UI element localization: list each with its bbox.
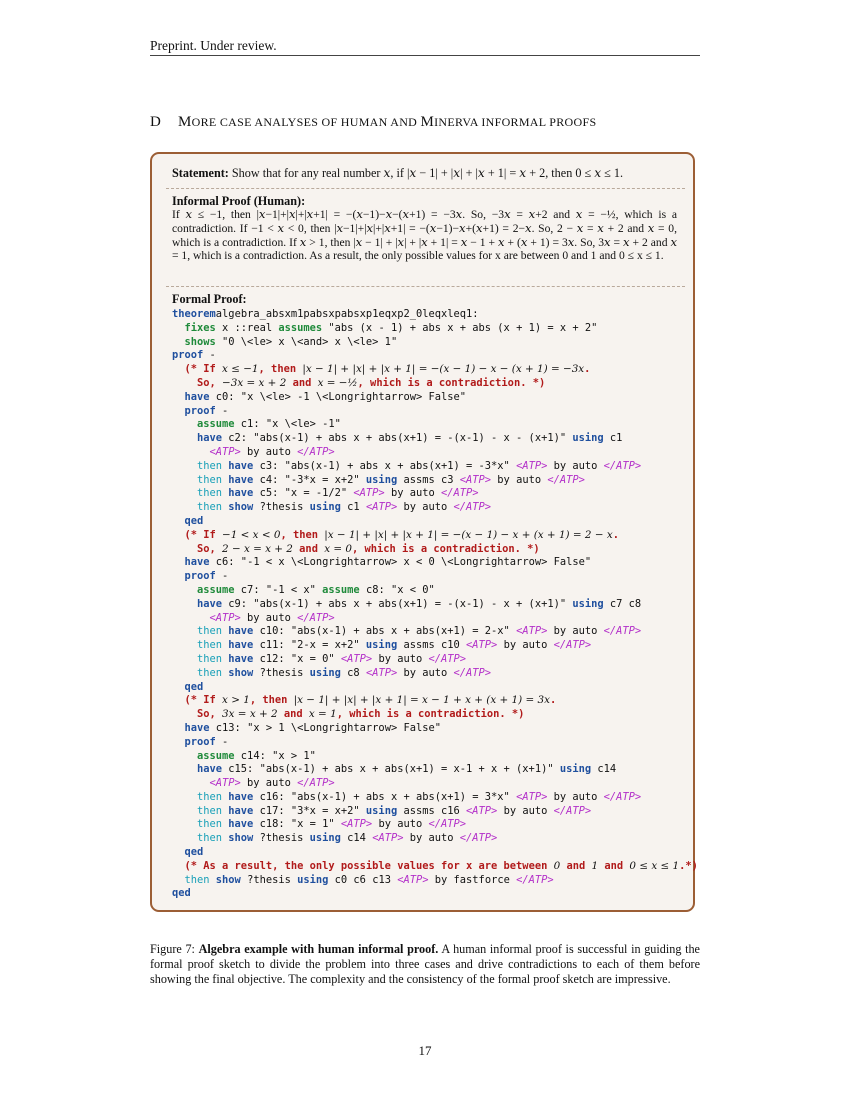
code-token: <ATP>	[209, 611, 241, 624]
code-token: proof	[184, 570, 216, 583]
code-token: assume	[197, 418, 235, 431]
code-token: (* If	[184, 694, 223, 707]
code-token: c18: "x = 1"	[253, 818, 341, 831]
code-token: c13: "x > 1 \<Longrightarrow> False"	[209, 721, 441, 734]
code-token: show	[228, 501, 254, 514]
code-token: c3: "abs(x-1) + abs x + abs(x+1) = -3*x"	[253, 459, 517, 472]
code-token: assms c16	[397, 804, 467, 817]
code-token: then	[197, 832, 229, 845]
code-token: using	[365, 804, 398, 817]
running-header: Preprint. Under review.	[150, 38, 277, 53]
code-token: x ::real	[215, 321, 279, 334]
code-token: by fastforce	[428, 873, 517, 886]
code-line	[172, 777, 702, 791]
code-token: using	[309, 501, 341, 514]
code-line	[172, 708, 702, 722]
code-token: x = 0	[324, 542, 352, 555]
code-token: x = −½	[317, 376, 358, 389]
caption-label: Figure 7:	[150, 942, 199, 956]
code-token: c1: "x \<le> -1"	[234, 418, 341, 431]
code-token: c5: "x = -1/2"	[253, 487, 354, 500]
code-token: </ATP>	[603, 790, 642, 803]
code-token: , which is a contradiction. *)	[357, 376, 546, 389]
code-token: 2 − x = x + 2	[222, 542, 293, 555]
code-token: have	[228, 639, 254, 652]
code-token: qed	[184, 846, 204, 859]
code-line	[172, 501, 702, 515]
code-token: "0 \<le> x \<and> x \<le> 1"	[215, 335, 398, 348]
code-token: -	[215, 735, 229, 748]
code-line	[172, 598, 702, 612]
code-line	[172, 722, 702, 736]
code-token: x ≤ −1	[222, 363, 259, 376]
code-token: c8: "x < 0"	[359, 583, 435, 596]
code-token: −3x = x + 2	[222, 376, 287, 389]
code-token: by auto	[372, 818, 429, 831]
code-token: </ATP>	[297, 445, 335, 458]
code-token: c8	[340, 666, 366, 679]
code-token: x = 1	[308, 708, 337, 721]
code-token: by auto	[372, 652, 429, 665]
code-token: c16: "abs(x-1) + abs x + abs(x+1) = 3*x"	[253, 790, 517, 803]
section-title	[150, 114, 710, 131]
section-title-part-4: INERVA INFORMAL PROOFS	[434, 115, 597, 129]
code-token: then	[197, 459, 229, 472]
code-token: proof	[184, 735, 216, 748]
code-token: <ATP>	[372, 832, 404, 845]
code-token: then	[184, 873, 216, 886]
section-title-part-1: M	[178, 114, 192, 130]
code-token: assumes	[278, 321, 323, 334]
code-token: <ATP>	[516, 459, 548, 472]
code-token: c7: "-1 < x"	[234, 583, 323, 596]
section-title-part-2: ORE CASE ANALYSES OF HUMAN AND	[191, 115, 421, 129]
code-token: |x − 1| + |x| + |x + 1| = x − 1 + x + (x + 1) = 3x	[293, 694, 550, 707]
code-token: (* If	[184, 363, 223, 376]
code-line	[172, 515, 702, 529]
code-token: have	[228, 625, 254, 638]
code-token: <ATP>	[340, 818, 373, 831]
code-token: show	[228, 666, 254, 679]
code-token: </ATP>	[459, 832, 498, 845]
code-line	[172, 446, 702, 460]
code-token: shows	[184, 335, 216, 348]
code-token: c17: "3*x = x+2"	[253, 804, 366, 817]
code-token: c1	[603, 432, 623, 445]
code-token: c15: "abs(x-1) + abs x + abs(x+1) = x-1 + x + (x+1)"	[222, 763, 560, 776]
code-line	[172, 529, 702, 543]
code-line	[172, 887, 702, 901]
code-token: , then	[258, 363, 303, 376]
code-token: <ATP>	[365, 501, 398, 514]
code-token: assms c10	[397, 639, 467, 652]
code-token: have	[197, 763, 223, 776]
code-token: x > 1	[222, 694, 250, 707]
code-token: have	[228, 652, 254, 665]
code-token: qed	[172, 887, 191, 900]
informal-proof-text: If 𝑥 ≤ −1, then |𝑥−1|+|𝑥|+|𝑥+1| = −(𝑥−1)−𝑥−(𝑥+1) = −3𝑥. So, −3𝑥 = 𝑥+2 and 𝑥 = −½, which is a contradiction. If −1 < 𝑥 < 0, then |𝑥−1|+|𝑥|+|𝑥+1| = −(𝑥−1)−𝑥+(𝑥+1) = 2−𝑥. So, 2 − 𝑥 = 𝑥 + 2 and 𝑥 = 0, which is a contradiction. If 𝑥 > 1, then |𝑥 − 1| + |𝑥| + |𝑥 + 1| = 𝑥 − 1 + 𝑥 + (𝑥 + 1) = 3𝑥. So, 3𝑥 = 𝑥 + 2 and 𝑥 = 1, which is a contradiction. As a result, the only possible values for x are between 0 and 1 and 0 ≤ x ≤ 1.	[172, 208, 677, 263]
code-token: </ATP>	[553, 804, 592, 817]
code-token: −1 < x < 0	[222, 528, 281, 541]
code-token: </ATP>	[441, 487, 479, 500]
code-token: <ATP>	[466, 804, 498, 817]
code-token: 0	[553, 859, 561, 872]
code-token: by auto	[497, 639, 554, 652]
code-token: ?thesis	[253, 832, 310, 845]
code-token: .*)	[679, 859, 698, 872]
statement-label: Statement:	[172, 166, 229, 180]
code-line	[172, 750, 702, 764]
code-token: c4: "-3*x = x+2"	[253, 473, 366, 486]
formal-proof-heading: Formal Proof:	[172, 292, 247, 306]
code-line	[172, 349, 702, 363]
code-line	[172, 763, 702, 777]
code-token: c12: "x = 0"	[253, 652, 341, 665]
code-token: </ATP>	[297, 777, 335, 790]
code-token: by auto	[497, 804, 554, 817]
code-token: have	[197, 432, 223, 445]
code-token: and	[598, 859, 630, 872]
divider	[166, 286, 685, 287]
code-line	[172, 874, 702, 888]
code-token: and	[277, 708, 309, 721]
code-token: <ATP>	[516, 625, 548, 638]
code-line	[172, 474, 702, 488]
code-token: then	[197, 818, 229, 831]
code-token: qed	[184, 514, 204, 527]
code-token: -	[215, 404, 229, 417]
code-token: have	[228, 790, 254, 803]
code-token: c2: "abs(x-1) + abs x + abs(x+1) = -(x-1) - x - (x+1)"	[222, 432, 573, 445]
code-token: <ATP>	[353, 487, 385, 500]
code-token: </ATP>	[297, 611, 335, 624]
code-token: </ATP>	[603, 625, 642, 638]
code-token: c11: "2-x = x+2"	[253, 639, 366, 652]
code-line	[172, 432, 702, 446]
code-token: </ATP>	[547, 473, 585, 486]
code-token: .	[549, 694, 557, 707]
code-token: </ATP>	[428, 652, 467, 665]
code-token: then	[197, 666, 229, 679]
code-token: using	[365, 639, 398, 652]
code-token: c6: "-1 < x \<Longrightarrow> x < 0 \<Longrightarrow> False"	[209, 556, 592, 569]
code-token: have	[184, 390, 210, 403]
code-token: .	[584, 363, 591, 376]
code-token: </ATP>	[553, 639, 592, 652]
code-line	[172, 405, 702, 419]
code-token: c7 c8	[603, 597, 642, 610]
code-token: (* As a result, the only possible values for x are between	[184, 859, 554, 872]
code-token: c1	[340, 501, 366, 514]
formal-proof-code	[172, 308, 702, 901]
code-line	[172, 612, 702, 626]
code-token: by auto	[547, 459, 604, 472]
code-token: |x − 1| + |x| + |x + 1| = −(x − 1) − x + (x + 1) = 2 − x	[324, 528, 613, 541]
code-token: proof	[172, 349, 204, 362]
code-token: have	[228, 459, 254, 472]
code-token: and	[560, 859, 592, 872]
code-token: fixes	[184, 321, 216, 334]
code-token: using	[572, 432, 604, 445]
code-token: c9: "abs(x-1) + abs x + abs(x+1) = -(x-1) - x + (x+1)"	[222, 597, 573, 610]
code-token: <ATP>	[365, 666, 398, 679]
code-token: by auto	[403, 832, 460, 845]
code-token: -	[215, 570, 229, 583]
code-line	[172, 460, 702, 474]
section-number: D	[150, 114, 162, 130]
statement	[172, 166, 677, 181]
code-token: ?thesis	[253, 666, 310, 679]
page-number: 17	[418, 1043, 432, 1058]
code-token: assume	[322, 583, 360, 596]
code-token: by auto	[240, 777, 298, 790]
code-line	[172, 639, 702, 653]
code-token: </ATP>	[516, 873, 554, 886]
code-token: then	[197, 487, 229, 500]
code-token: "abs (x - 1) + abs x + abs (x + 1) = x + 2"	[322, 321, 598, 334]
code-token: then	[197, 625, 229, 638]
code-line	[172, 336, 702, 350]
code-token: have	[228, 818, 254, 831]
code-token: theorem	[172, 308, 216, 320]
code-token: by auto	[240, 611, 298, 624]
code-token: and	[292, 542, 325, 555]
informal-proof-heading: Informal Proof (Human):	[172, 194, 306, 208]
code-line	[172, 487, 702, 501]
code-token: 1	[591, 859, 599, 872]
code-token: by auto	[547, 790, 604, 803]
code-token: c14	[340, 832, 373, 845]
code-token: have	[228, 473, 254, 486]
code-token: <ATP>	[466, 639, 498, 652]
code-token: (* If	[184, 528, 223, 541]
code-token: </ATP>	[453, 501, 492, 514]
code-token: c14: "x > 1"	[234, 749, 316, 762]
code-token: by auto	[384, 487, 441, 500]
code-line	[172, 570, 702, 584]
code-token: assms c3	[397, 473, 460, 486]
code-token: </ATP>	[603, 459, 642, 472]
code-token: and	[286, 376, 318, 389]
code-line	[172, 363, 702, 377]
code-token: <ATP>	[340, 652, 373, 665]
code-line	[172, 832, 702, 846]
code-token: c0: "x \<le> -1 \<Longrightarrow> False"	[209, 390, 467, 403]
code-token: , which is a contradiction. *)	[336, 708, 525, 721]
statement-text: Show that for any real number 𝑥, if |𝑥 − 1| + |𝑥| + |𝑥 + 1| = 𝑥 + 2, then 0 ≤ 𝑥 ≤ 1.	[228, 166, 624, 180]
code-token: </ATP>	[428, 818, 467, 831]
figure-caption	[150, 942, 700, 987]
code-line	[172, 308, 702, 322]
caption-bold: Algebra example with human informal proof.	[198, 942, 439, 956]
code-token: c10: "abs(x-1) + abs x + abs(x+1) = 2-x"	[253, 625, 517, 638]
code-token: qed	[184, 680, 204, 693]
code-token: have	[184, 556, 210, 569]
code-line	[172, 322, 702, 336]
header-rule	[150, 55, 700, 56]
code-token: assume	[197, 583, 235, 596]
code-token: <ATP>	[209, 445, 241, 458]
code-line	[172, 681, 702, 695]
code-line	[172, 625, 702, 639]
code-token: by auto	[240, 445, 298, 458]
code-token: c0 c6 c13	[328, 873, 398, 886]
code-token: c14	[591, 763, 617, 776]
code-token: </ATP>	[453, 666, 492, 679]
code-line	[172, 805, 702, 819]
caption-text: A human informal proof is successful in guiding the formal proof sketch to divide the problem into three cases and drive contradictions to each of them before showing the final objective. The complexity and the consistency of the formal proof sketch are impressive.	[150, 942, 700, 986]
section-title-part-3: M	[420, 114, 435, 130]
code-token: So,	[197, 542, 223, 555]
code-token: 3x = x + 2	[222, 708, 278, 721]
code-line	[172, 543, 702, 557]
divider	[166, 188, 685, 189]
code-token: show	[228, 832, 254, 845]
code-line	[172, 391, 702, 405]
code-line	[172, 860, 702, 874]
code-token: <ATP>	[397, 873, 429, 886]
code-line	[172, 584, 702, 598]
code-token: , which is a contradiction. *)	[352, 542, 540, 555]
code-token: algebra_absxm1pabsxpabsxp1eqxp2_0leqxleq1:	[215, 308, 479, 320]
code-token: proof	[184, 404, 216, 417]
code-line	[172, 846, 702, 860]
code-token: then	[197, 790, 229, 803]
proof-box	[150, 152, 698, 912]
code-token: , then	[249, 694, 294, 707]
code-token: So,	[197, 376, 223, 389]
code-line	[172, 667, 702, 681]
code-token: ?thesis	[253, 501, 310, 514]
code-token: have	[228, 804, 254, 817]
code-line	[172, 818, 702, 832]
code-token: using	[309, 832, 341, 845]
code-line	[172, 653, 702, 667]
code-token: <ATP>	[459, 473, 492, 486]
code-line	[172, 791, 702, 805]
code-token: assume	[197, 749, 235, 762]
code-token: .	[612, 528, 619, 541]
code-token: using	[572, 597, 604, 610]
code-token: ?thesis	[240, 873, 298, 886]
code-line	[172, 418, 702, 432]
code-line	[172, 736, 702, 750]
code-token: using	[309, 666, 341, 679]
code-line	[172, 694, 702, 708]
code-token: have	[197, 597, 223, 610]
code-token: |x − 1| + |x| + |x + 1| = −(x − 1) − x − (x + 1) = −3x	[302, 363, 585, 376]
code-token: then	[197, 473, 229, 486]
code-token: <ATP>	[516, 790, 548, 803]
code-token: 0 ≤ x ≤ 1	[629, 859, 680, 872]
code-token: -	[203, 349, 216, 362]
code-token: then	[197, 652, 229, 665]
code-token: then	[197, 804, 229, 817]
code-token: using	[559, 763, 592, 776]
code-token: by auto	[397, 501, 454, 514]
code-token: <ATP>	[209, 777, 241, 790]
code-token: then	[197, 639, 229, 652]
code-token: then	[197, 501, 229, 514]
code-token: by auto	[491, 473, 548, 486]
code-token: have	[184, 721, 210, 734]
code-token: show	[215, 873, 241, 886]
code-token: have	[228, 487, 254, 500]
code-token: by auto	[397, 666, 454, 679]
code-token: using	[365, 473, 398, 486]
code-token: using	[297, 873, 329, 886]
code-line	[172, 556, 702, 570]
code-line	[172, 377, 702, 391]
code-token: by auto	[547, 625, 604, 638]
code-token: , then	[280, 528, 325, 541]
code-token: So,	[197, 708, 223, 721]
